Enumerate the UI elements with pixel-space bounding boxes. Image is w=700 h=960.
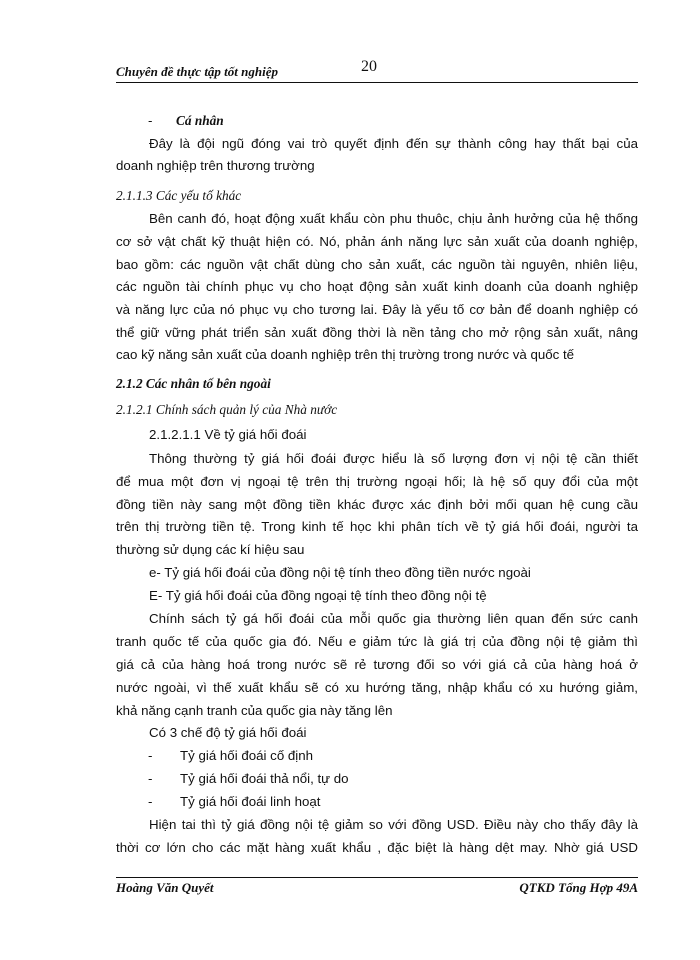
section-heading-212: 2.1.2 Các nhân tố bên ngoài bbox=[116, 376, 271, 391]
footer-class: QTKD Tổng Hợp 49A bbox=[519, 880, 638, 895]
section-heading-2113: 2.1.1.3 Các yếu tố khác bbox=[116, 188, 242, 203]
para-hien-tai-line-2: thời cơ lớn cho các mặt hàng xuất khẩu , đặc biệt là hàng dệt may. Nhờ giá USD bbox=[116, 840, 638, 855]
para-2113-line-4: các nguồn tài chính phục vụ cho hoạt động sản xuất kinh doanh của doanh nghiệp bbox=[116, 279, 638, 294]
para-hien-tai-line-1: Hiện tai thì tỷ giá đồng nội tệ giảm so với đồng USD. Điều này cho thấy đây là bbox=[149, 817, 638, 832]
regime-item bbox=[116, 768, 638, 790]
bullet-dash: - bbox=[148, 748, 153, 763]
symbol-e-definition: e- Tỷ giá hối đoái của đồng nội tệ tính theo đồng tiền nước ngoài bbox=[149, 565, 531, 580]
para-chinh-sach-line-1: Chính sách tỷ gá hối đoái của mỗi quốc gia thường liên quan đến sức canh bbox=[149, 611, 638, 626]
para-ty-gia-line-2: để mua một đơn vị ngoại tệ trên thị trường ngoại hối; là hệ số quy đổi của một bbox=[116, 474, 638, 489]
bullet-dash: - bbox=[148, 113, 153, 128]
regime-item-label: Tỷ giá hối đoái linh hoạt bbox=[180, 794, 321, 809]
para-2113-line-3: bao gồm: các nguồn vật chất dùng cho sản xuất, các nguồn tài nguyên, nhiên liệu, bbox=[116, 257, 638, 272]
bullet-dash: - bbox=[148, 794, 153, 809]
para-2113-line-7: cao kỹ năng sản xuất của doanh nghiệp trên thị trường trong nước và quốc tế bbox=[116, 347, 575, 362]
para-ty-gia-line-5: thường sử dụng các kí hiệu sau bbox=[116, 542, 305, 557]
regime-item bbox=[116, 745, 638, 767]
header-divider bbox=[116, 82, 638, 83]
footer-author: Hoàng Văn Quyết bbox=[116, 880, 214, 895]
para-2113-line-2: cơ sở vật chất kỹ thuật hiện có. Nó, phản ánh năng lực sản xuất của doanh nghiệp, bbox=[116, 234, 638, 249]
footer-divider bbox=[116, 877, 638, 878]
ca-nhan-para-line-1: Đây là đội ngũ đóng vai trò quyết định đến sự thành công hay thất bại của bbox=[149, 136, 638, 151]
para-ty-gia-line-3: đồng tiền này sang một đồng tiền khác được xác định bởi mối quan hệ cung cầu bbox=[116, 497, 638, 512]
regime-item-label: Tỷ giá hối đoái cố định bbox=[180, 748, 314, 763]
regimes-intro: Có 3 chế độ tỷ giá hối đoái bbox=[149, 725, 307, 740]
para-2113-line-1: Bên canh đó, hoạt động xuất khẩu còn phu thuôc, chịu ảnh hưởng của hệ thống bbox=[149, 211, 638, 226]
document-title: Chuyên đề thực tập tốt nghiệp bbox=[116, 64, 278, 79]
para-chinh-sach-line-3: giá cả của hàng hoá trong nước sẽ rẻ tương đối so với giá cả của hàng hoá ở bbox=[116, 657, 638, 672]
para-2113-line-5: và năng lực của nó phục vụ cho tương lai. Đây là yếu tố cơ bản để doanh nghiệp có bbox=[116, 302, 638, 317]
para-ty-gia-line-1: Thông thường tỷ giá hối đoái được hiểu là số lượng đơn vị nội tệ cần thiết bbox=[149, 451, 638, 466]
regime-item-label: Tỷ giá hối đoái thả nổi, tự do bbox=[180, 771, 349, 786]
para-chinh-sach-line-5: khả năng cạnh tranh của quốc gia này tăng lên bbox=[116, 703, 393, 718]
page-number: 20 bbox=[361, 58, 377, 75]
ca-nhan-para-line-2: doanh nghiệp trên thương trường bbox=[116, 158, 315, 173]
page-header bbox=[116, 58, 638, 82]
para-ty-gia-line-4: trên thị trường tiền tệ. Trong kinh tế học khi phân tích về tỷ giá hối đoái, người ta bbox=[116, 519, 638, 534]
regime-item bbox=[116, 791, 638, 813]
para-2113-line-6: thể giữ vững phát triển sản xuất đồng thời là nền tảng cho mở rộng sản xuất, nâng bbox=[116, 325, 638, 340]
para-chinh-sach-line-2: tranh quốc tế của quốc gia đó. Nếu e giảm tức là giá trị của đồng nội tệ giảm thì bbox=[116, 634, 638, 649]
para-chinh-sach-line-4: nước ngoài, vì thế xuất khẩu sẽ có xu hướng tăng, nhập khẩu có xu hướng giảm, bbox=[116, 680, 638, 695]
section-heading-2121: 2.1.2.1 Chính sách quản lý của Nhà nước bbox=[116, 402, 338, 417]
symbol-E-definition: E- Tỷ giá hối đoái của đồng ngoại tệ tính theo đồng nội tệ bbox=[149, 588, 487, 603]
ca-nhan-heading: Cá nhân bbox=[176, 113, 224, 128]
page-footer bbox=[116, 880, 638, 900]
section-heading-21211: 2.1.2.1.1 Về tỷ giá hối đoái bbox=[149, 427, 307, 442]
bullet-dash: - bbox=[148, 771, 153, 786]
